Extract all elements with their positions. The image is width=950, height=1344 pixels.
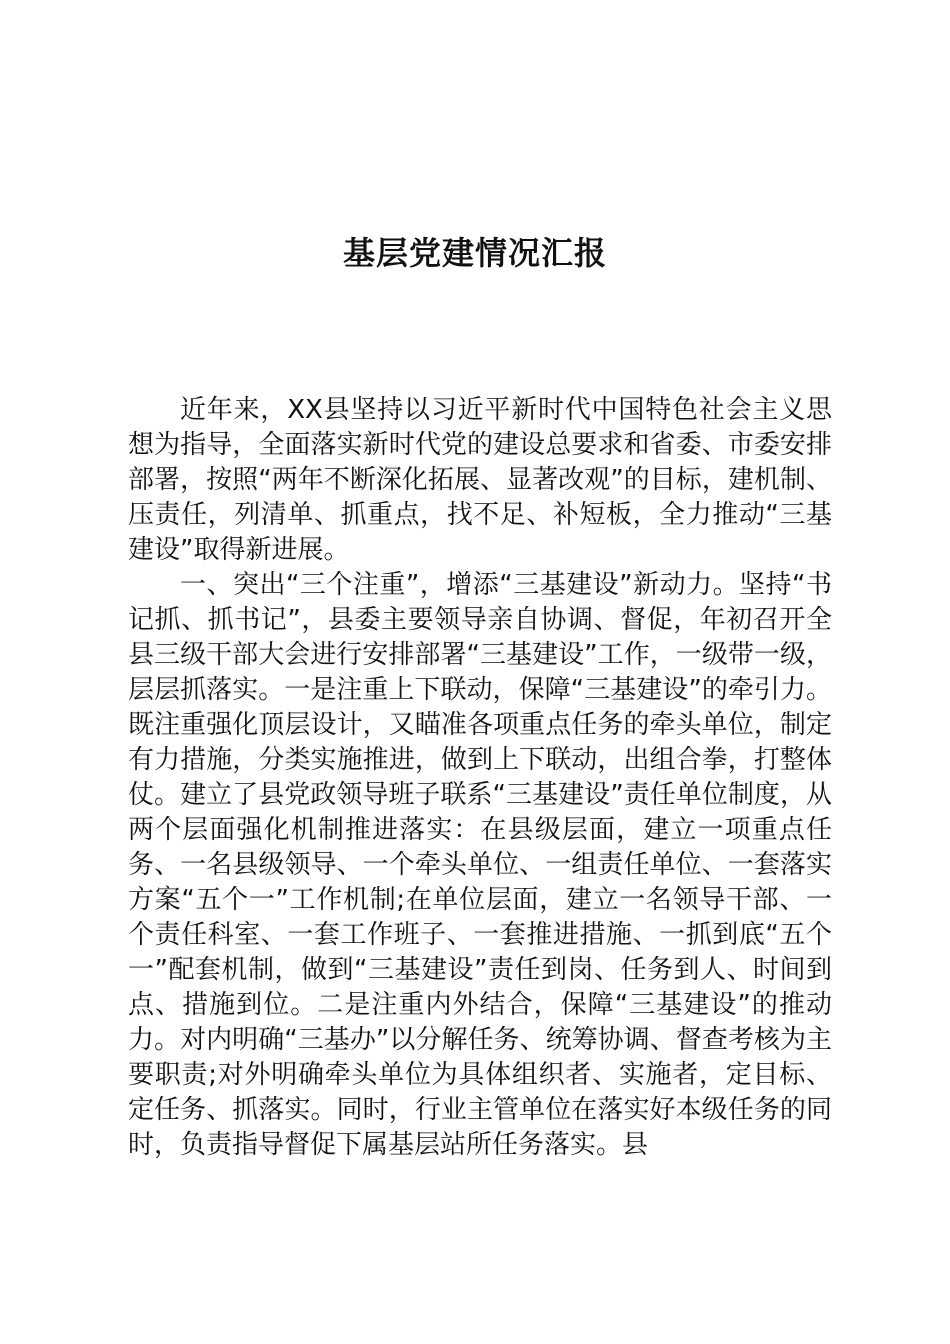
document-title: 基层党建情况汇报 bbox=[342, 234, 607, 273]
document-body bbox=[128, 393, 832, 1163]
paragraph-intro: 近年来，XX县坚持以习近平新时代中国特色社会主义思想为指导，全面落实新时代党的建设总要求和省委、市委安排部署，按照“两年不断深化拓展、显著改观”的目标，建机制、压责任，列清单、抓重点，找不足、补短板，全力推动“三基建设”取得新进展。 bbox=[128, 395, 832, 565]
paragraph-section-one: 一、突出“三个注重”，增添“三基建设”新动力。坚持“书记抓、抓书记”，县委主要领导亲自协调、督促，年初召开全县三级干部大会进行安排部署“三基建设”工作，一级带一级，层层抓落实。一是注重上下联动，保障“三基建设”的牵引力。既注重强化顶层设计，又瞄准各项重点任务的牵头单位，制定有力措施，分类实施推进，做到上下联动，出组合拳，打整体仗。建立了县党政领导班子联系“三基建设”责任单位制度，从两个层面强化机制推进落实：在县级层面，建立一项重点任务、一名县级领导、一个牵头单位、一组责任单位、一套落实方案“五个一”工作机制;在单位层面，建立一名领导干部、一个责任科室、一套工作班子、一套推进措施、一抓到底“五个一”配套机制，做到“三基建设”责任到岗、任务到人、时间到点、措施到位。二是注重内外结合，保障“三基建设”的推动力。对内明确“三基办”以分解任务、统筹协调、督查考核为主要职责;对外明确牵头单位为具体组织者、实施者，定目标、定任务、抓落实。同时，行业主管单位在落实好本级任务的同时，负责指导督促下属基层站所任务落实。县 bbox=[128, 570, 832, 1160]
